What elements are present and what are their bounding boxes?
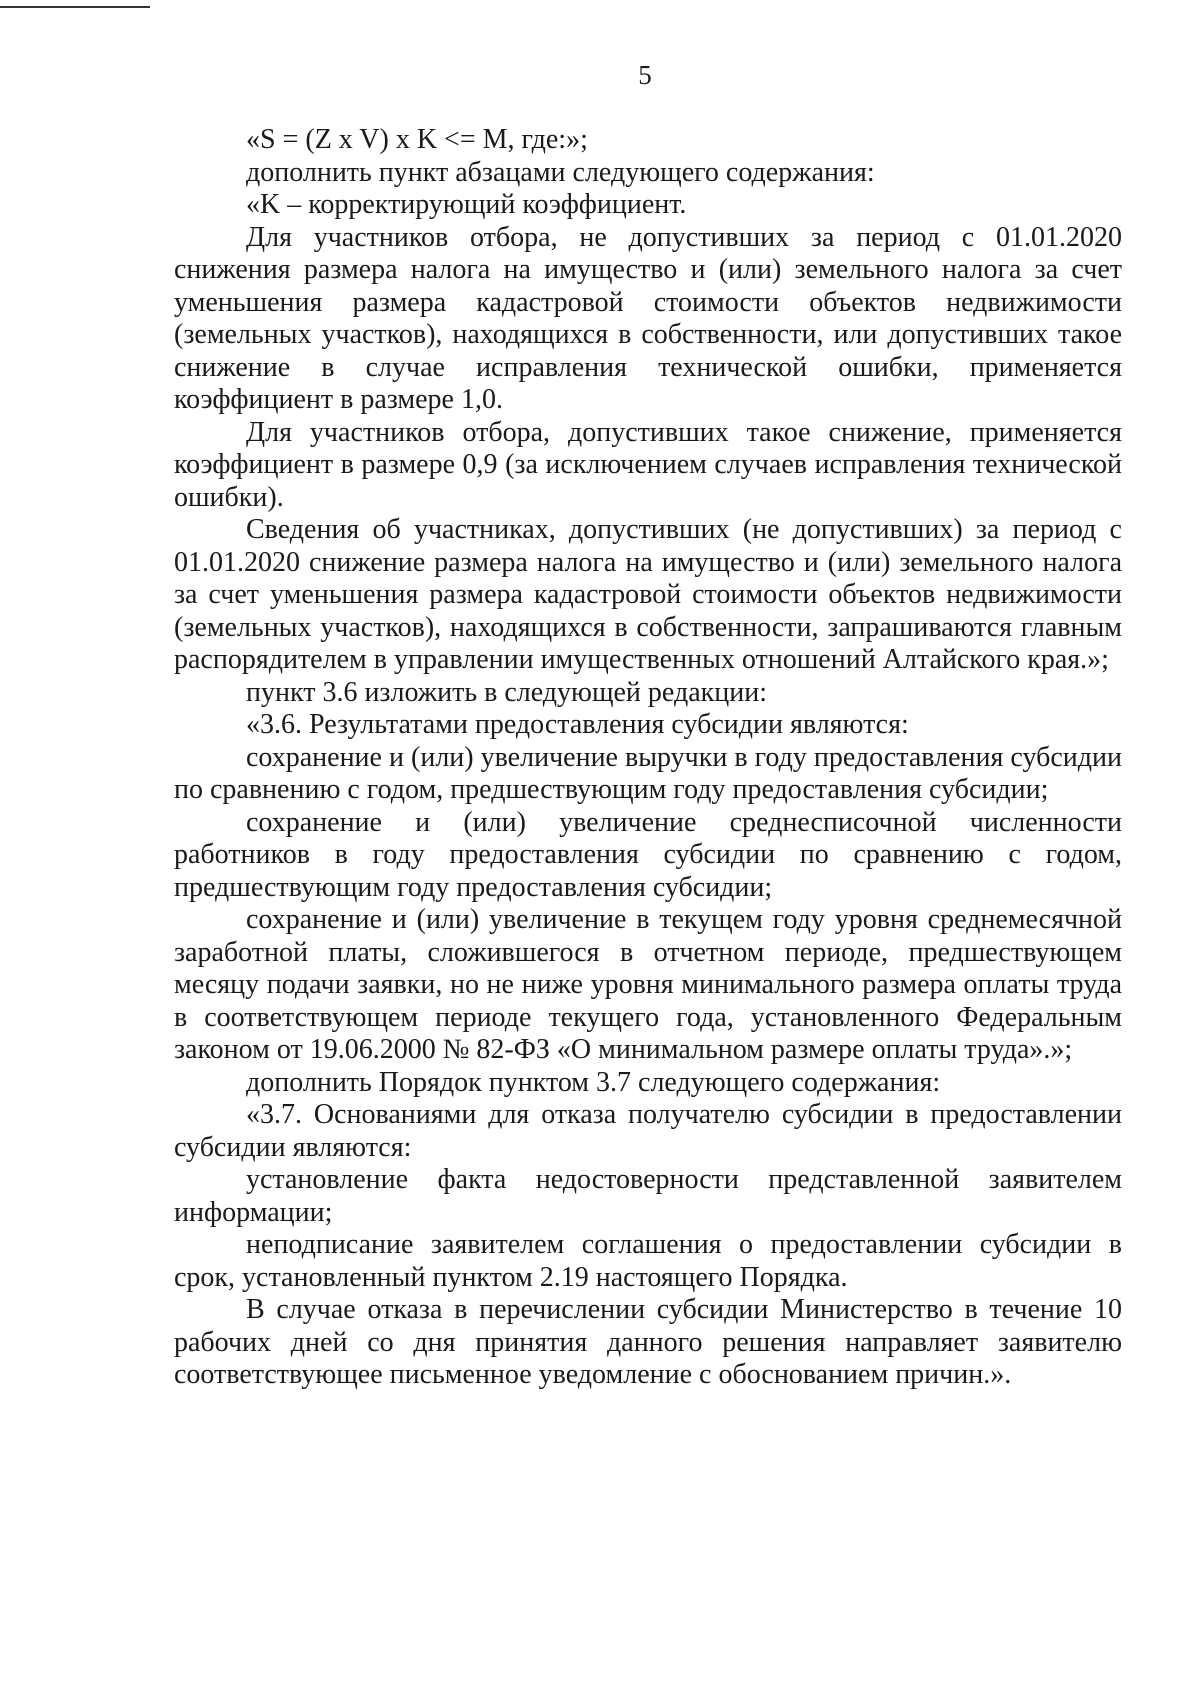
paragraph-refusal-notice: В случае отказа в перечислении субсидии Министерство в течение 10 рабочих дней со дня принятия данного решения направляет заявителю соответствующее письменное уведомление с обоснованием причин.».: [174, 1294, 1122, 1390]
paragraph-formula: «S = (Z x V) x K <= M, где:»;: [246, 124, 588, 155]
document-body: [174, 124, 1122, 1392]
paragraph-result-revenue: сохранение и (или) увеличение выручки в году предоставления субсидии по сравнению с годом, предшествующим году предоставления субсидии;: [174, 741, 1122, 805]
paragraph-instruction: дополнить пункт абзацами следующего содержания:: [246, 156, 875, 188]
paragraph-coefficient-09: Для участников отбора, допустивших такое снижение, применяется коэффициент в размере 0,9 (за исключением случаев исправления технической ошибки).: [174, 416, 1122, 513]
paragraph-result-salary: сохранение и (или) увеличение в текущем году уровня среднемесячной заработной платы, сложившегося в отчетном периоде, предшествующем месяцу подачи заявки, но не ниже уровня минимального размера оплаты труда в соответствующем периоде текущего года, установленного Федеральным законом от 19.06.2000 № 82-ФЗ «О минимальном размере оплаты труда».»;: [174, 904, 1122, 1065]
scan-edge-line: [0, 6, 150, 8]
paragraph-section-3-7: «3.7. Основаниями для отказа получателю субсидии в предоставлении субсидии являются:: [174, 1099, 1122, 1163]
paragraph-section-3-6: «3.6. Результатами предоставления субсидии являются:: [246, 709, 909, 740]
paragraph-definition-k: «K – корректирующий коэффициент.: [246, 189, 687, 220]
paragraph-instruction-3-6: пункт 3.6 изложить в следующей редакции:: [246, 676, 767, 708]
paragraph-coefficient-1: Для участников отбора, не допустивших за период с 01.01.2020 снижения размера налога на имущество и (или) земельного налога за счет уменьшения размера кадастровой стоимости объектов недвижимости (земельных участков), находящихся в собственности, или допустивших такое снижение в случае исправления технической ошибки, применяется коэффициент в размере 1,0.: [174, 221, 1122, 415]
paragraph-participant-info: Сведения об участниках, допустивших (не допустивших) за период с 01.01.2020 снижение размера налога на имущество и (или) земельного налога за счет уменьшения размера кадастровой стоимости объектов недвижимости (земельных участков), находящихся в собственности, запрашиваются главным распорядителем в управлении имущественных отношений Алтайского края.»;: [174, 514, 1122, 675]
paragraph-refusal-reason-1: установление факта недостоверности представленной заявителем информации;: [174, 1164, 1122, 1228]
paragraph-result-headcount: сохранение и (или) увеличение среднесписочной численности работников в году предоставления субсидии по сравнению с годом, предшествующим году предоставления субсидии;: [174, 806, 1122, 903]
paragraph-refusal-reason-2: неподписание заявителем соглашения о предоставлении субсидии в срок, установленный пунктом 2.19 настоящего Порядка.: [174, 1229, 1122, 1293]
paragraph-instruction-3-7: дополнить Порядок пунктом 3.7 следующего содержания:: [246, 1066, 941, 1098]
page-number: 5: [638, 60, 652, 90]
